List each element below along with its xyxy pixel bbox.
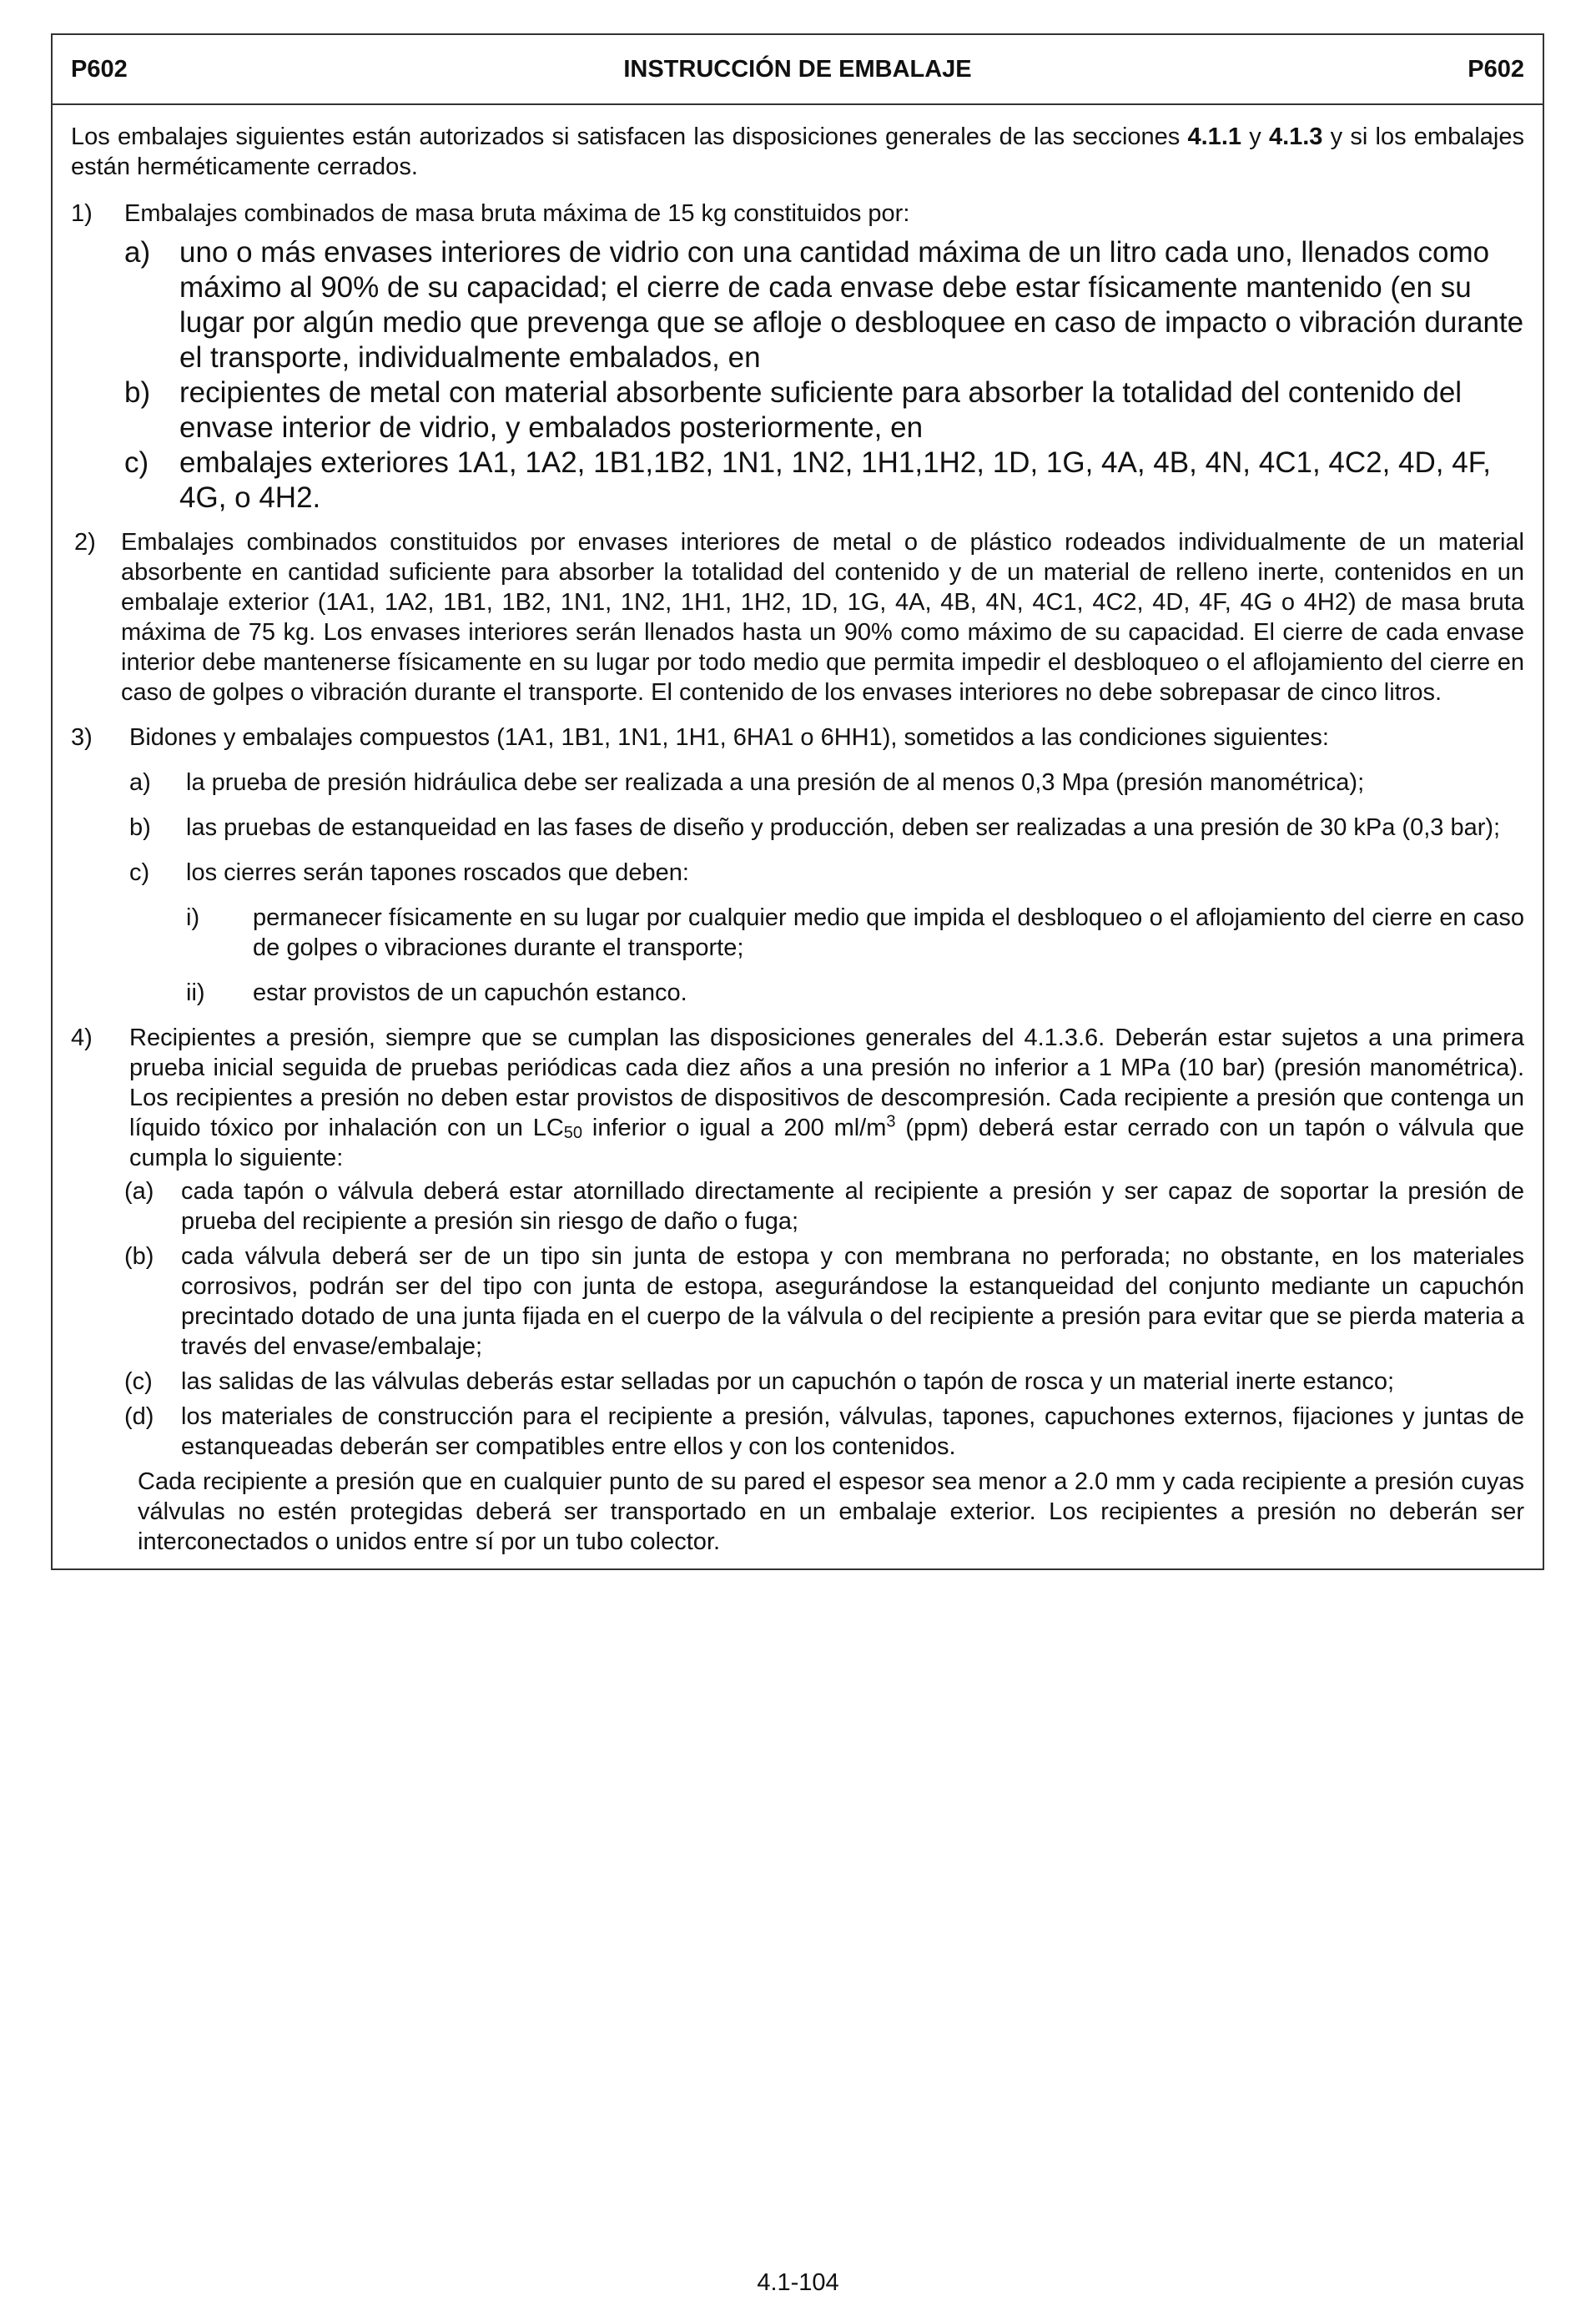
section-3-item-c-label: c): [129, 859, 150, 886]
header-title: INSTRUCCIÓN DE EMBALAJE: [623, 55, 972, 83]
section-1-label: 1): [71, 200, 93, 227]
section-4-item-d-label: (d): [124, 1403, 154, 1430]
section-3-item-c-text: los cierres serán tapones roscados que deben:: [186, 859, 689, 886]
section-4-item-b-text: cada válvula deberá ser de un tipo sin junta de estopa y con membrana no perforada; no obstante, en los materiales corrosivos, podrán ser del tipo con junta de estopa, asegurándose la estanqueidad del conjunto mediante un capuchón precintado dotado de una junta fijada en el cuerpo de la válvula o del recipiente a presión para evitar que se pierda materia a través del envase/embalaje;: [181, 1243, 1524, 1360]
section-3-text: Bidones y embalajes compuestos (1A1, 1B1, 1N1, 1H1, 6HA1 o 6HH1), sometidos a las condiciones siguientes:: [129, 724, 1329, 751]
intro-ref-1: 4.1.1: [1187, 123, 1241, 150]
packing-instruction-table: [51, 33, 1544, 1570]
section-3-item-b-text: las pruebas de estanqueidad en las fases de diseño y producción, deben ser realizadas a una presión de 30 kPa (0,3 bar);: [186, 814, 1501, 841]
section-1-item-c-text: embalajes exteriores 1A1, 1A2, 1B1,1B2, 1N1, 1N2, 1H1,1H2, 1D, 1G, 4A, 4B, 4N, 4C1, 4C2, 4D, 4F, 4G, o 4H2.: [179, 446, 1491, 514]
section-2: [71, 527, 1524, 707]
section-1-text: Embalajes combinados de masa bruta máxima de 15 kg constituidos por:: [124, 200, 910, 227]
table-body: [53, 105, 1543, 1568]
section-4-label: 4): [71, 1025, 93, 1051]
section-1-item-a-text: uno o más envases interiores de vidrio con una cantidad máxima de un litro cada uno, llenados como máximo al 90% de su capacidad; el cierre de cada envase debe estar físicamente mantenido (en su lugar por algún medio que prevenga que se afloje o desbloquee en caso de impacto o vibración durante el transporte, individualmente embalados, en: [179, 236, 1524, 374]
section-4: [71, 1023, 1524, 1173]
section-3: [71, 722, 1524, 753]
section-1-item-b: [71, 375, 1524, 446]
section-3-subitem-i: [71, 903, 1524, 963]
section-4-text-1: Recipientes a presión, siempre que se cumplan las disposiciones generales del 4.1.3.6. Deberán estar sujetos a una primera prueba inicial seguida de pruebas periódicas cada diez años a una presión no inferior a 1 MPa (10 bar) (presión manométrica). Los recipientes a presión no deben estar provistos de dispositivos de descompresión. Cada recipiente a presión que contenga un líquido tóxico por inhalación con un LC: [129, 1025, 1524, 1141]
section-4-item-a: [71, 1176, 1524, 1236]
section-3-subitem-ii-label: ii): [186, 979, 205, 1006]
section-3-subitem-ii: [71, 978, 1524, 1008]
section-3-item-a-label: a): [129, 769, 151, 796]
section-4-item-c: [71, 1367, 1524, 1397]
section-3-subitem-i-label: i): [186, 904, 200, 931]
section-4-text-2: inferior o igual a 200 ml/m: [582, 1115, 887, 1141]
section-4-item-d: [71, 1402, 1524, 1462]
section-3-item-b: [71, 813, 1524, 843]
section-1: [71, 199, 1524, 229]
section-4-item-b: [71, 1241, 1524, 1362]
header-code-right: P602: [1468, 55, 1524, 83]
section-4-item-a-label: (a): [124, 1178, 154, 1205]
section-3-item-b-label: b): [129, 814, 151, 841]
section-1-item-b-label: b): [124, 376, 151, 409]
section-4-item-a-text: cada tapón o válvula deberá estar atornillado directamente al recipiente a presión y ser capaz de soportar la presión de prueba del recipiente a presión sin riesgo de daño o fuga;: [181, 1178, 1524, 1235]
section-2-label: 2): [74, 529, 96, 556]
section-4-text: [129, 1023, 1524, 1173]
section-4-item-d-text: los materiales de construcción para el recipiente a presión, válvulas, tapones, capuchones externos, fijaciones y juntas de estanqueadas deberán ser compatibles entre ellos y con los contenidos.: [181, 1403, 1524, 1460]
section-3-subitem-i-text: permanecer físicamente en su lugar por cualquier medio que impida el desbloqueo o el aflojamiento del cierre en caso de golpes o vibraciones durante el transporte;: [253, 904, 1524, 961]
intro-text-3: y si los embalajes están herméticamente cerrados.: [71, 123, 1524, 180]
section-4-text-3: (ppm) deberá estar cerrado con un tapón o válvula que cumpla lo siguiente:: [129, 1115, 1524, 1171]
page-number: 4.1-104: [757, 2269, 839, 2296]
section-2-text: Embalajes combinados constituidos por envases interiores de metal o de plástico rodeados individualmente de un material absorbente en cantidad suficiente para absorber la totalidad del contenido y de un material de relleno inerte, contenidos en un embalaje exterior (1A1, 1A2, 1B1, 1B2, 1N1, 1N2, 1H1, 1H2, 1D, 1G, 4A, 4B, 4N, 4C1, 4C2, 4D, 4F, 4G o 4H2) de masa bruta máxima de 75 kg. Los envases interiores serán llenados hasta un 90% como máximo de su capacidad. El cierre de cada envase interior debe mantenerse físicamente en su lugar por todo medio que permita impedir el desbloqueo o el aflojamiento del cierre en caso de golpes o vibración durante el transporte. El contenido de los envases interiores no debe sobrepasar de cinco litros.: [121, 529, 1524, 706]
section-3-item-c: [71, 858, 1524, 888]
table-header: [53, 35, 1543, 105]
header-code-left: P602: [71, 55, 128, 83]
intro-paragraph: [71, 122, 1524, 182]
intro-ref-2: 4.1.3: [1268, 123, 1323, 150]
section-4-item-c-label: (c): [124, 1368, 153, 1395]
section-4-item-b-label: (b): [124, 1243, 154, 1270]
section-1-item-c: [71, 446, 1524, 516]
section-3-item-a: [71, 768, 1524, 798]
section-3-label: 3): [71, 724, 93, 751]
section-1-item-a: [71, 235, 1524, 375]
lc50-subscript: 50: [563, 1124, 583, 1142]
section-3-subitem-ii-text: estar provistos de un capuchón estanco.: [253, 979, 687, 1006]
cubic-superscript: 3: [886, 1112, 896, 1131]
section-4-closing: Cada recipiente a presión que en cualquier punto de su pared el espesor sea menor a 2.0 mm y cada recipiente a presión cuyas válvulas no estén protegidas deberá ser transportado en un embalaje exterior. Los recipientes a presión no deberán ser interconectados o unidos entre sí por un tubo colector.: [138, 1468, 1524, 1555]
section-1-item-c-label: c): [124, 446, 149, 479]
section-1-item-a-label: a): [124, 236, 151, 269]
section-1-item-b-text: recipientes de metal con material absorbente suficiente para absorber la totalidad del contenido del envase interior de vidrio, y embalados posteriormente, en: [179, 376, 1463, 444]
intro-text: Los embalajes siguientes están autorizados si satisfacen las disposiciones generales de las secciones: [71, 123, 1188, 150]
intro-text-2: y: [1241, 123, 1269, 150]
section-4-item-c-text: las salidas de las válvulas deberás estar selladas por un capuchón o tapón de rosca y un material inerte estanco;: [181, 1368, 1395, 1395]
section-3-item-a-text: la prueba de presión hidráulica debe ser realizada a una presión de al menos 0,3 Mpa (presión manométrica);: [186, 769, 1365, 796]
